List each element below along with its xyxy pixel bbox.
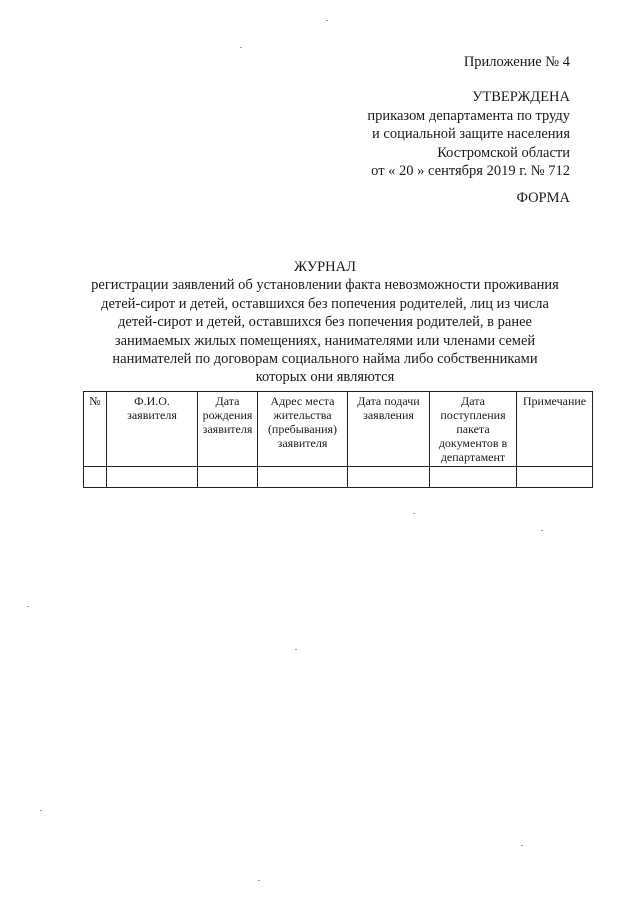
scan-speck [27, 606, 29, 607]
scan-speck [521, 845, 523, 846]
form-label: ФОРМА [516, 190, 570, 206]
table-cell [84, 467, 107, 488]
heading-line: которых они являются [255, 369, 395, 386]
approval-line: Костромской области [437, 144, 570, 161]
col-application-date: Дата подачи заявления [348, 392, 430, 467]
scan-speck [413, 513, 415, 514]
table-cell [198, 467, 258, 488]
scan-speck [326, 20, 328, 21]
approval-title: УТВЕРЖДЕНА [472, 89, 570, 105]
heading-line: регистрации заявлений об установлении факта невозможности проживания [91, 277, 559, 294]
table-cell [517, 467, 593, 488]
table-cell [107, 467, 198, 488]
table-cell [258, 467, 348, 488]
appendix-label: Приложение № 4 [463, 54, 570, 70]
heading-line: нанимателей по договорам социального найма либо собственниками [112, 351, 538, 368]
scan-speck [295, 649, 297, 650]
col-applicant-name: Ф.И.О. заявителя [107, 392, 198, 467]
col-address: Адрес места жительства (пребывания) заявителя [258, 392, 348, 467]
col-number: № [84, 392, 107, 467]
approval-block [367, 88, 570, 181]
journal-title: ЖУРНАЛ [294, 259, 356, 275]
col-receipt-date: Дата поступления пакета документов в департамент [430, 392, 517, 467]
journal-table [83, 391, 593, 488]
scan-speck [40, 810, 42, 811]
table-header-row [84, 392, 593, 467]
scan-speck [541, 530, 543, 531]
table-cell [348, 467, 430, 488]
col-birth-date: Дата рождения заявителя [198, 392, 258, 467]
scan-speck [240, 47, 242, 48]
approval-line: и социальной защите населения [372, 126, 570, 142]
heading-line: детей-сирот и детей, оставшихся без попечения родителей, в ранее [118, 314, 532, 331]
col-note: Примечание [517, 392, 593, 467]
table-row [84, 467, 593, 488]
table-cell [430, 467, 517, 488]
heading-line: занимаемых жилых помещениях, нанимателями или членами семей [114, 332, 536, 349]
approval-date: от « 20 » сентября 2019 г. № 712 [371, 163, 570, 179]
journal-heading [80, 258, 570, 387]
heading-line: детей-сирот и детей, оставшихся без попечения родителей, лиц из числа [101, 295, 549, 312]
approval-line: приказом департамента по труду [367, 107, 570, 124]
scan-speck [258, 880, 260, 881]
